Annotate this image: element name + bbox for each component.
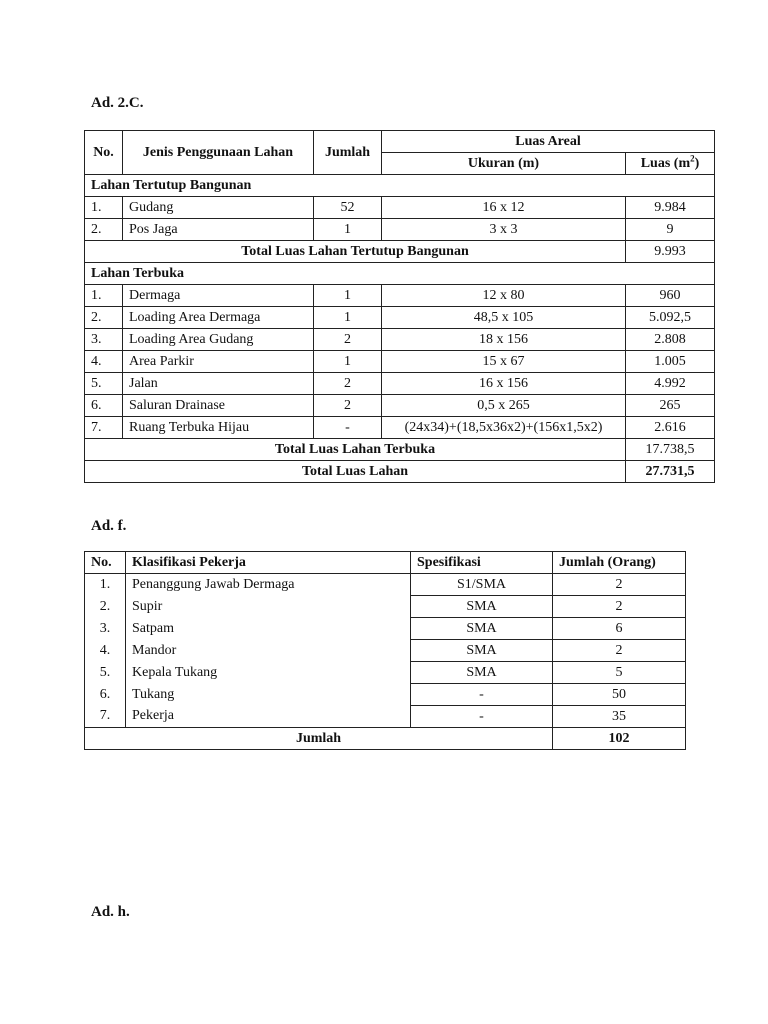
section-heading-2c: Ad. 2.C. bbox=[91, 95, 144, 111]
row-jumlah: 1 bbox=[314, 219, 382, 241]
table-row bbox=[85, 373, 715, 395]
col-header-luas: Luas $(m^2)$ bbox=[626, 153, 715, 175]
row-luas: 960 bbox=[626, 285, 715, 307]
section-title-terbuka: Lahan Terbuka bbox=[85, 263, 715, 285]
row-ukuran: 16 x 156 bbox=[382, 373, 626, 395]
table-row bbox=[85, 307, 715, 329]
row-luas: 5.092,5 bbox=[626, 307, 715, 329]
row-jenis: Saluran Drainase bbox=[123, 395, 314, 417]
row-jumlah: 1 bbox=[314, 285, 382, 307]
row-jumlah: 6 bbox=[553, 618, 686, 640]
row-jumlah: 35 bbox=[553, 706, 686, 728]
total-terbuka-label: Total Luas Lahan Terbuka bbox=[85, 439, 626, 461]
col-header-jumlah-orang: Jumlah (Orang) bbox=[553, 552, 686, 574]
col-header-no: No. bbox=[85, 552, 126, 574]
col-header-klasifikasi: Klasifikasi Pekerja bbox=[126, 552, 411, 574]
row-no: 4. bbox=[85, 351, 123, 373]
row-spesifikasi: - bbox=[411, 706, 553, 728]
row-jenis: Area Parkir bbox=[123, 351, 314, 373]
row-ukuran: 12 x 80 bbox=[382, 285, 626, 307]
table-row bbox=[85, 684, 686, 706]
row-no: 7. bbox=[85, 417, 123, 439]
row-spesifikasi: SMA bbox=[411, 640, 553, 662]
row-ukuran: 15 x 67 bbox=[382, 351, 626, 373]
row-no: 1. bbox=[85, 197, 123, 219]
row-no: 1. bbox=[85, 574, 126, 596]
row-no: 2. bbox=[85, 596, 126, 618]
row-jenis: Dermaga bbox=[123, 285, 314, 307]
row-ukuran: (24x34)+(18,5x36x2)+(156x1,5x2) bbox=[382, 417, 626, 439]
col-header-no: No. bbox=[85, 131, 123, 175]
table-row bbox=[85, 574, 686, 596]
row-ukuran: 48,5 x 105 bbox=[382, 307, 626, 329]
col-header-luas-areal: Luas Areal bbox=[382, 131, 715, 153]
row-ukuran: 16 x 12 bbox=[382, 197, 626, 219]
workers-table bbox=[84, 551, 686, 750]
table-row bbox=[85, 285, 715, 307]
row-jumlah: 1 bbox=[314, 307, 382, 329]
row-klasifikasi: Satpam bbox=[126, 618, 411, 640]
row-jumlah: 50 bbox=[553, 684, 686, 706]
row-klasifikasi: Supir bbox=[126, 596, 411, 618]
table-row bbox=[85, 596, 686, 618]
row-jenis: Ruang Terbuka Hijau bbox=[123, 417, 314, 439]
row-jumlah: 5 bbox=[553, 662, 686, 684]
row-klasifikasi: Pekerja bbox=[126, 706, 411, 728]
table-row bbox=[85, 706, 686, 728]
row-no: 7. bbox=[85, 706, 126, 728]
row-luas: 265 bbox=[626, 395, 715, 417]
row-no: 3. bbox=[85, 618, 126, 640]
total-terbuka-value: 17.738,5 bbox=[626, 439, 715, 461]
row-jenis: Jalan bbox=[123, 373, 314, 395]
row-luas: 4.992 bbox=[626, 373, 715, 395]
row-spesifikasi: SMA bbox=[411, 618, 553, 640]
land-use-table bbox=[84, 130, 715, 483]
row-klasifikasi: Kepala Tukang bbox=[126, 662, 411, 684]
section-title-tertutup: Lahan Tertutup Bangunan bbox=[85, 175, 715, 197]
row-no: 1. bbox=[85, 285, 123, 307]
workers-total-label: Jumlah bbox=[85, 728, 553, 750]
row-jenis: Pos Jaga bbox=[123, 219, 314, 241]
row-klasifikasi: Tukang bbox=[126, 684, 411, 706]
total-tertutup-value: 9.993 bbox=[626, 241, 715, 263]
row-luas: 9.984 bbox=[626, 197, 715, 219]
row-no: 6. bbox=[85, 395, 123, 417]
row-spesifikasi: SMA bbox=[411, 662, 553, 684]
row-ukuran: 3 x 3 bbox=[382, 219, 626, 241]
row-spesifikasi: SMA bbox=[411, 596, 553, 618]
row-luas: 1.005 bbox=[626, 351, 715, 373]
row-luas: 2.616 bbox=[626, 417, 715, 439]
table-row bbox=[85, 662, 686, 684]
row-no: 2. bbox=[85, 307, 123, 329]
row-ukuran: 18 x 156 bbox=[382, 329, 626, 351]
row-jumlah: 2 bbox=[314, 395, 382, 417]
row-spesifikasi: - bbox=[411, 684, 553, 706]
row-luas: 2.808 bbox=[626, 329, 715, 351]
row-klasifikasi: Penanggung Jawab Dermaga bbox=[126, 574, 411, 596]
row-jumlah: 2 bbox=[553, 640, 686, 662]
row-spesifikasi: S1/SMA bbox=[411, 574, 553, 596]
table-row bbox=[85, 640, 686, 662]
col-header-ukuran: Ukuran (m) bbox=[382, 153, 626, 175]
row-no: 3. bbox=[85, 329, 123, 351]
row-jumlah: 1 bbox=[314, 351, 382, 373]
row-jumlah: 2 bbox=[314, 329, 382, 351]
section-heading-h: Ad. h. bbox=[91, 904, 130, 920]
grand-total-value: 27.731,5 bbox=[626, 461, 715, 483]
row-jumlah: 2 bbox=[553, 596, 686, 618]
col-header-spesifikasi: Spesifikasi bbox=[411, 552, 553, 574]
table-row bbox=[85, 219, 715, 241]
col-header-jumlah: Jumlah bbox=[314, 131, 382, 175]
row-no: 2. bbox=[85, 219, 123, 241]
row-jenis: Loading Area Dermaga bbox=[123, 307, 314, 329]
row-no: 4. bbox=[85, 640, 126, 662]
row-no: 5. bbox=[85, 373, 123, 395]
row-jumlah: 2 bbox=[553, 574, 686, 596]
row-luas: 9 bbox=[626, 219, 715, 241]
table-row bbox=[85, 395, 715, 417]
col-header-jenis: Jenis Penggunaan Lahan bbox=[123, 131, 314, 175]
row-jumlah: 52 bbox=[314, 197, 382, 219]
row-jenis: Loading Area Gudang bbox=[123, 329, 314, 351]
row-ukuran: 0,5 x 265 bbox=[382, 395, 626, 417]
row-jenis: Gudang bbox=[123, 197, 314, 219]
table-row bbox=[85, 618, 686, 640]
table-row bbox=[85, 417, 715, 439]
table-row bbox=[85, 351, 715, 373]
row-no: 6. bbox=[85, 684, 126, 706]
workers-total-value: 102 bbox=[553, 728, 686, 750]
row-no: 5. bbox=[85, 662, 126, 684]
table-row bbox=[85, 197, 715, 219]
grand-total-label: Total Luas Lahan bbox=[85, 461, 626, 483]
row-klasifikasi: Mandor bbox=[126, 640, 411, 662]
row-jumlah: - bbox=[314, 417, 382, 439]
row-jumlah: 2 bbox=[314, 373, 382, 395]
total-tertutup-label: Total Luas Lahan Tertutup Bangunan bbox=[85, 241, 626, 263]
table-row bbox=[85, 329, 715, 351]
section-heading-f: Ad. f. bbox=[91, 518, 127, 534]
